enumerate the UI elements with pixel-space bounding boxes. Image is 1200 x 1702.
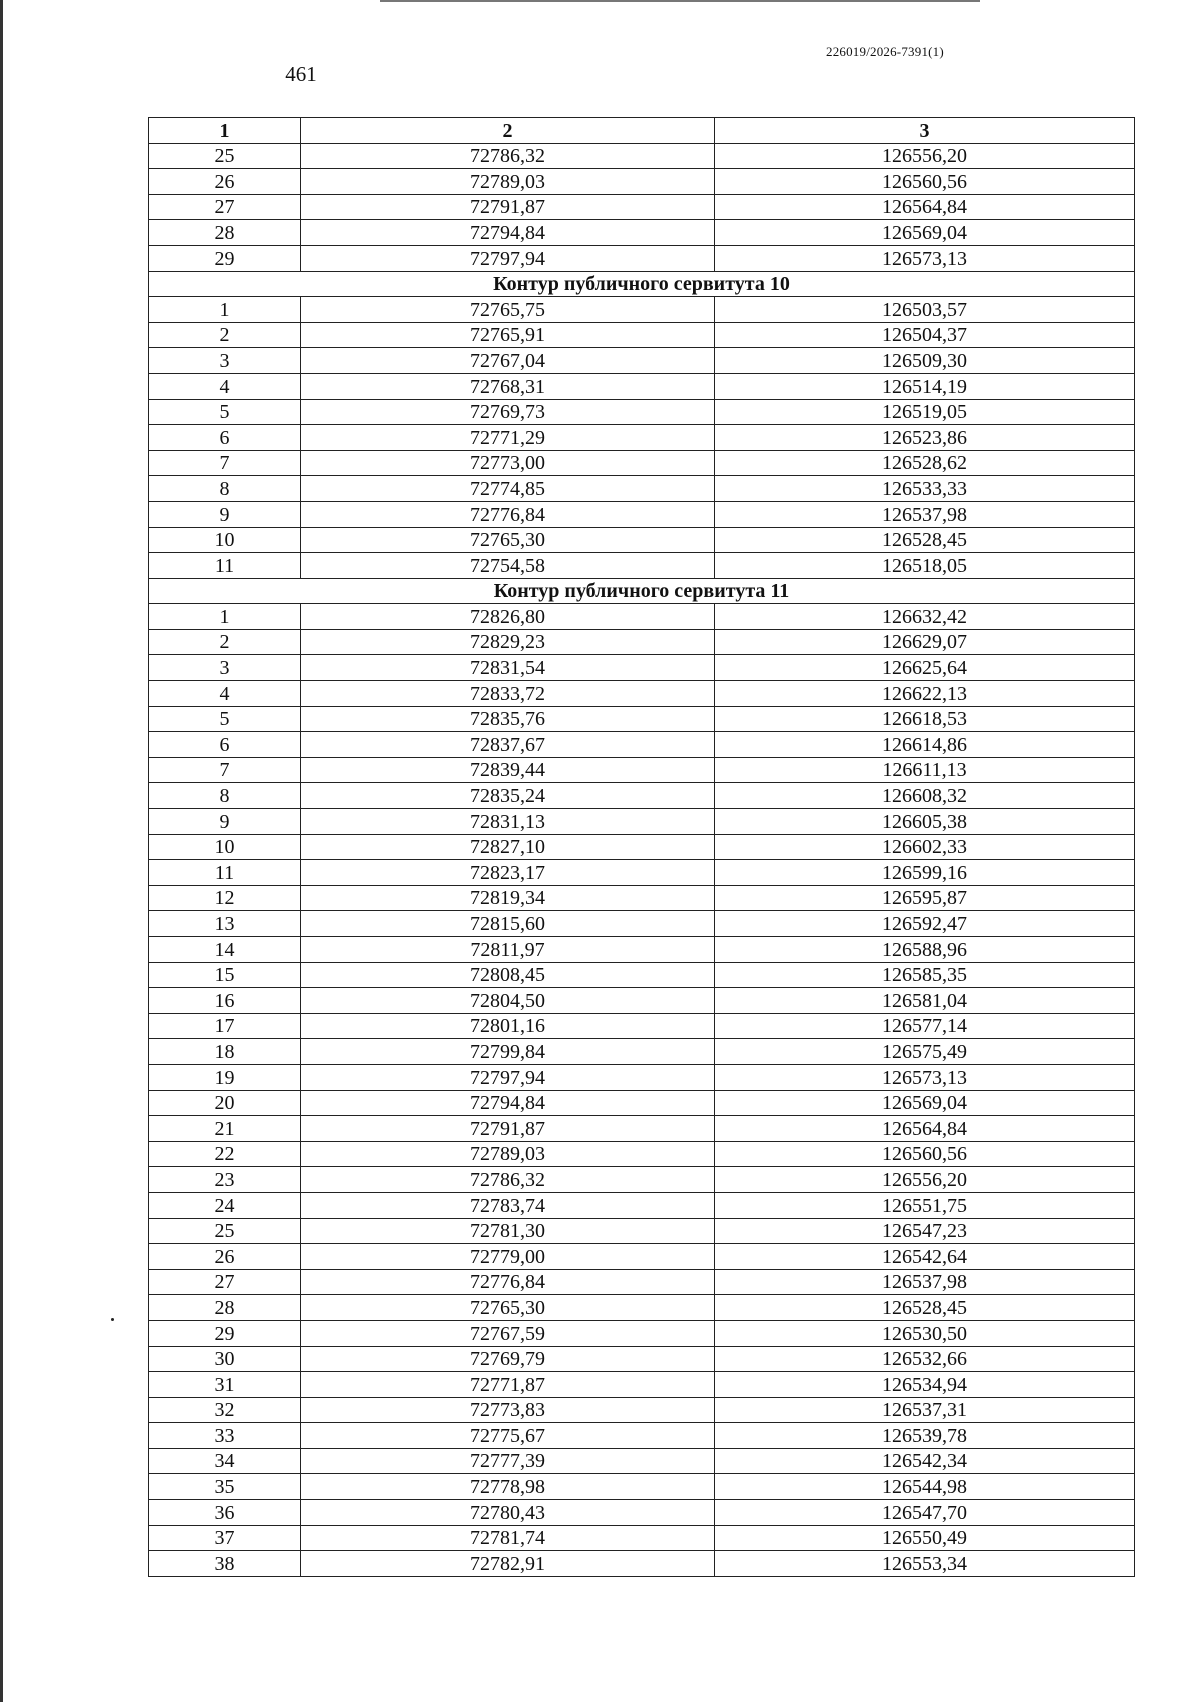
point-number-cell: 26 (149, 1244, 301, 1270)
point-number-cell: 8 (149, 476, 301, 502)
table-row (149, 911, 1135, 937)
y-coordinate-cell: 126537,98 (715, 501, 1135, 527)
x-coordinate-cell: 72765,75 (301, 297, 715, 323)
y-coordinate-cell: 126514,19 (715, 373, 1135, 399)
y-coordinate-cell: 126585,35 (715, 962, 1135, 988)
point-number-cell: 6 (149, 425, 301, 451)
x-coordinate-cell: 72839,44 (301, 757, 715, 783)
y-coordinate-cell: 126608,32 (715, 783, 1135, 809)
y-coordinate-cell: 126622,13 (715, 681, 1135, 707)
table-row (149, 1397, 1135, 1423)
point-number-cell: 21 (149, 1116, 301, 1142)
y-coordinate-cell: 126629,07 (715, 629, 1135, 655)
x-coordinate-cell: 72775,67 (301, 1423, 715, 1449)
table-row (149, 629, 1135, 655)
left-scan-edge (0, 0, 3, 1702)
table-row (149, 373, 1135, 399)
point-number-cell: 16 (149, 988, 301, 1014)
x-coordinate-cell: 72831,13 (301, 809, 715, 835)
point-number-cell: 10 (149, 527, 301, 553)
table-row (149, 169, 1135, 195)
coordinates-table-body (149, 118, 1135, 1577)
x-coordinate-cell: 72773,83 (301, 1397, 715, 1423)
table-row (149, 553, 1135, 579)
y-coordinate-cell: 126618,53 (715, 706, 1135, 732)
x-coordinate-cell: 72786,32 (301, 1167, 715, 1193)
point-number-cell: 26 (149, 169, 301, 195)
x-coordinate-cell: 72786,32 (301, 143, 715, 169)
table-row (149, 348, 1135, 374)
point-number-cell: 3 (149, 348, 301, 374)
x-coordinate-cell: 72808,45 (301, 962, 715, 988)
table-row (149, 809, 1135, 835)
x-coordinate-cell: 72819,34 (301, 885, 715, 911)
scan-speck (111, 1318, 114, 1321)
point-number-cell: 24 (149, 1192, 301, 1218)
table-row (149, 1064, 1135, 1090)
y-coordinate-cell: 126551,75 (715, 1192, 1135, 1218)
x-coordinate-cell: 72765,30 (301, 527, 715, 553)
table-row (149, 245, 1135, 271)
point-number-cell: 7 (149, 757, 301, 783)
x-coordinate-cell: 72769,73 (301, 399, 715, 425)
table-row (149, 681, 1135, 707)
x-coordinate-cell: 72837,67 (301, 732, 715, 758)
section-title-row (149, 578, 1135, 604)
point-number-cell: 11 (149, 553, 301, 579)
point-number-cell: 27 (149, 194, 301, 220)
x-coordinate-cell: 72777,39 (301, 1448, 715, 1474)
table-row (149, 1218, 1135, 1244)
y-coordinate-cell: 126533,33 (715, 476, 1135, 502)
table-row (149, 527, 1135, 553)
x-coordinate-cell: 72767,04 (301, 348, 715, 374)
point-number-cell: 12 (149, 885, 301, 911)
y-coordinate-cell: 126518,05 (715, 553, 1135, 579)
x-coordinate-cell: 72765,30 (301, 1295, 715, 1321)
y-coordinate-cell: 126532,66 (715, 1346, 1135, 1372)
table-row (149, 501, 1135, 527)
y-coordinate-cell: 126537,98 (715, 1269, 1135, 1295)
point-number-cell: 7 (149, 450, 301, 476)
point-number-cell: 4 (149, 681, 301, 707)
table-row (149, 297, 1135, 323)
y-coordinate-cell: 126592,47 (715, 911, 1135, 937)
y-coordinate-cell: 126537,31 (715, 1397, 1135, 1423)
y-coordinate-cell: 126523,86 (715, 425, 1135, 451)
x-coordinate-cell: 72782,91 (301, 1551, 715, 1577)
table-row (149, 1039, 1135, 1065)
y-coordinate-cell: 126544,98 (715, 1474, 1135, 1500)
y-coordinate-cell: 126632,42 (715, 604, 1135, 630)
y-coordinate-cell: 126569,04 (715, 220, 1135, 246)
table-row (149, 143, 1135, 169)
y-coordinate-cell: 126504,37 (715, 322, 1135, 348)
x-coordinate-cell: 72799,84 (301, 1039, 715, 1065)
x-coordinate-cell: 72804,50 (301, 988, 715, 1014)
table-row (149, 732, 1135, 758)
y-coordinate-cell: 126569,04 (715, 1090, 1135, 1116)
point-number-cell: 32 (149, 1397, 301, 1423)
page-number-line (0, 62, 1200, 87)
section-title: Контур публичного сервитута 10 (149, 271, 1135, 297)
x-coordinate-cell: 72768,31 (301, 373, 715, 399)
table-row (149, 1474, 1135, 1500)
table-row (149, 1423, 1135, 1449)
table-row (149, 476, 1135, 502)
point-number-cell: 11 (149, 860, 301, 886)
column-header-1: 1 (149, 118, 301, 144)
x-coordinate-cell: 72789,03 (301, 169, 715, 195)
y-coordinate-cell: 126528,62 (715, 450, 1135, 476)
y-coordinate-cell: 126602,33 (715, 834, 1135, 860)
table-row (149, 988, 1135, 1014)
table-row (149, 937, 1135, 963)
y-coordinate-cell: 126528,45 (715, 1295, 1135, 1321)
x-coordinate-cell: 72827,10 (301, 834, 715, 860)
y-coordinate-cell: 126550,49 (715, 1525, 1135, 1551)
point-number-cell: 35 (149, 1474, 301, 1500)
x-coordinate-cell: 72779,00 (301, 1244, 715, 1270)
y-coordinate-cell: 126614,86 (715, 732, 1135, 758)
y-coordinate-cell: 126556,20 (715, 143, 1135, 169)
table-row (149, 1192, 1135, 1218)
x-coordinate-cell: 72801,16 (301, 1013, 715, 1039)
x-coordinate-cell: 72794,84 (301, 220, 715, 246)
y-coordinate-cell: 126547,70 (715, 1500, 1135, 1526)
point-number-cell: 14 (149, 937, 301, 963)
point-number-cell: 2 (149, 629, 301, 655)
x-coordinate-cell: 72797,94 (301, 245, 715, 271)
table-row (149, 220, 1135, 246)
y-coordinate-cell: 126534,94 (715, 1372, 1135, 1398)
point-number-cell: 9 (149, 501, 301, 527)
x-coordinate-cell: 72791,87 (301, 1116, 715, 1142)
table-row (149, 834, 1135, 860)
y-coordinate-cell: 126581,04 (715, 988, 1135, 1014)
column-header-3: 3 (715, 118, 1135, 144)
point-number-cell: 1 (149, 604, 301, 630)
y-coordinate-cell: 126564,84 (715, 194, 1135, 220)
point-number-cell: 17 (149, 1013, 301, 1039)
y-coordinate-cell: 126588,96 (715, 937, 1135, 963)
y-coordinate-cell: 126611,13 (715, 757, 1135, 783)
point-number-cell: 5 (149, 706, 301, 732)
point-number-cell: 22 (149, 1141, 301, 1167)
x-coordinate-cell: 72835,24 (301, 783, 715, 809)
point-number-cell: 36 (149, 1500, 301, 1526)
x-coordinate-cell: 72774,85 (301, 476, 715, 502)
x-coordinate-cell: 72823,17 (301, 860, 715, 886)
y-coordinate-cell: 126547,23 (715, 1218, 1135, 1244)
y-coordinate-cell: 126542,64 (715, 1244, 1135, 1270)
table-row (149, 1167, 1135, 1193)
x-coordinate-cell: 72791,87 (301, 194, 715, 220)
point-number-cell: 20 (149, 1090, 301, 1116)
x-coordinate-cell: 72811,97 (301, 937, 715, 963)
page-number: 461 (285, 62, 317, 86)
y-coordinate-cell: 126519,05 (715, 399, 1135, 425)
x-coordinate-cell: 72771,87 (301, 1372, 715, 1398)
y-coordinate-cell: 126553,34 (715, 1551, 1135, 1577)
table-row (149, 655, 1135, 681)
document-id: 226019/2026-7391(1) (826, 44, 944, 59)
table-row (149, 1116, 1135, 1142)
x-coordinate-cell: 72833,72 (301, 681, 715, 707)
y-coordinate-cell: 126625,64 (715, 655, 1135, 681)
point-number-cell: 25 (149, 143, 301, 169)
y-coordinate-cell: 126528,45 (715, 527, 1135, 553)
point-number-cell: 15 (149, 962, 301, 988)
table-row (149, 322, 1135, 348)
point-number-cell: 33 (149, 1423, 301, 1449)
y-coordinate-cell: 126573,13 (715, 245, 1135, 271)
point-number-cell: 27 (149, 1269, 301, 1295)
table-row (149, 604, 1135, 630)
point-number-cell: 31 (149, 1372, 301, 1398)
point-number-cell: 37 (149, 1525, 301, 1551)
x-coordinate-cell: 72835,76 (301, 706, 715, 732)
x-coordinate-cell: 72829,23 (301, 629, 715, 655)
table-row (149, 194, 1135, 220)
point-number-cell: 19 (149, 1064, 301, 1090)
x-coordinate-cell: 72783,74 (301, 1192, 715, 1218)
x-coordinate-cell: 72826,80 (301, 604, 715, 630)
x-coordinate-cell: 72797,94 (301, 1064, 715, 1090)
table-row (149, 706, 1135, 732)
x-coordinate-cell: 72754,58 (301, 553, 715, 579)
point-number-cell: 25 (149, 1218, 301, 1244)
table-row (149, 1448, 1135, 1474)
x-coordinate-cell: 72776,84 (301, 501, 715, 527)
table-row (149, 1269, 1135, 1295)
point-number-cell: 1 (149, 297, 301, 323)
point-number-cell: 6 (149, 732, 301, 758)
table-row (149, 1551, 1135, 1577)
x-coordinate-cell: 72773,00 (301, 450, 715, 476)
table-row (149, 1141, 1135, 1167)
x-coordinate-cell: 72771,29 (301, 425, 715, 451)
table-row (149, 1372, 1135, 1398)
x-coordinate-cell: 72794,84 (301, 1090, 715, 1116)
y-coordinate-cell: 126595,87 (715, 885, 1135, 911)
point-number-cell: 13 (149, 911, 301, 937)
y-coordinate-cell: 126503,57 (715, 297, 1135, 323)
table-row (149, 962, 1135, 988)
table-row (149, 1090, 1135, 1116)
point-number-cell: 38 (149, 1551, 301, 1577)
table-row (149, 1346, 1135, 1372)
x-coordinate-cell: 72781,30 (301, 1218, 715, 1244)
point-number-cell: 18 (149, 1039, 301, 1065)
y-coordinate-cell: 126560,56 (715, 169, 1135, 195)
table-row (149, 885, 1135, 911)
x-coordinate-cell: 72781,74 (301, 1525, 715, 1551)
table-row (149, 1320, 1135, 1346)
point-number-cell: 29 (149, 1320, 301, 1346)
table-header-row (149, 118, 1135, 144)
y-coordinate-cell: 126556,20 (715, 1167, 1135, 1193)
table-row (149, 783, 1135, 809)
y-coordinate-cell: 126564,84 (715, 1116, 1135, 1142)
point-number-cell: 5 (149, 399, 301, 425)
y-coordinate-cell: 126577,14 (715, 1013, 1135, 1039)
y-coordinate-cell: 126599,16 (715, 860, 1135, 886)
point-number-cell: 4 (149, 373, 301, 399)
point-number-cell: 23 (149, 1167, 301, 1193)
point-number-cell: 9 (149, 809, 301, 835)
point-number-cell: 2 (149, 322, 301, 348)
table-row (149, 1295, 1135, 1321)
x-coordinate-cell: 72815,60 (301, 911, 715, 937)
section-title-row (149, 271, 1135, 297)
table-row (149, 860, 1135, 886)
y-coordinate-cell: 126573,13 (715, 1064, 1135, 1090)
table-row (149, 399, 1135, 425)
x-coordinate-cell: 72765,91 (301, 322, 715, 348)
point-number-cell: 29 (149, 245, 301, 271)
x-coordinate-cell: 72767,59 (301, 1320, 715, 1346)
y-coordinate-cell: 126560,56 (715, 1141, 1135, 1167)
y-coordinate-cell: 126530,50 (715, 1320, 1135, 1346)
y-coordinate-cell: 126539,78 (715, 1423, 1135, 1449)
y-coordinate-cell: 126575,49 (715, 1039, 1135, 1065)
top-scan-rule (380, 0, 980, 2)
x-coordinate-cell: 72776,84 (301, 1269, 715, 1295)
table-row (149, 757, 1135, 783)
x-coordinate-cell: 72831,54 (301, 655, 715, 681)
point-number-cell: 28 (149, 220, 301, 246)
y-coordinate-cell: 126509,30 (715, 348, 1135, 374)
coordinates-table (148, 117, 1135, 1577)
table-row (149, 1244, 1135, 1270)
x-coordinate-cell: 72789,03 (301, 1141, 715, 1167)
table-row (149, 1013, 1135, 1039)
x-coordinate-cell: 72769,79 (301, 1346, 715, 1372)
point-number-cell: 8 (149, 783, 301, 809)
table-row (149, 425, 1135, 451)
point-number-cell: 34 (149, 1448, 301, 1474)
x-coordinate-cell: 72780,43 (301, 1500, 715, 1526)
table-row (149, 1525, 1135, 1551)
table-row (149, 450, 1135, 476)
x-coordinate-cell: 72778,98 (301, 1474, 715, 1500)
y-coordinate-cell: 126605,38 (715, 809, 1135, 835)
table-row (149, 1500, 1135, 1526)
column-header-2: 2 (301, 118, 715, 144)
point-number-cell: 28 (149, 1295, 301, 1321)
point-number-cell: 3 (149, 655, 301, 681)
point-number-cell: 10 (149, 834, 301, 860)
section-title: Контур публичного сервитута 11 (149, 578, 1135, 604)
point-number-cell: 30 (149, 1346, 301, 1372)
y-coordinate-cell: 126542,34 (715, 1448, 1135, 1474)
